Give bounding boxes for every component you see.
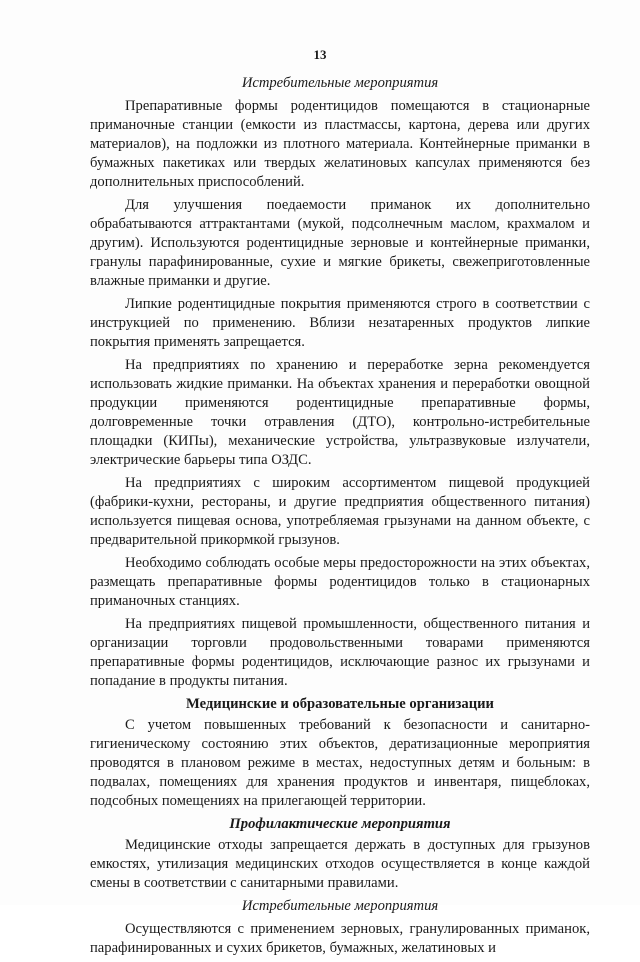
section-extermination-measures-2: [90, 897, 590, 958]
paragraph: Необходимо соблюдать особые меры предосторожности на этих объектах, размещать препаративные формы родентицидов только в стационарных приманочных станциях.: [90, 555, 590, 609]
paragraph: Осуществляются с применением зерновых, гранулированных приманок, парафинированных и сухих брикетов, бумажных, желатиновых и: [90, 921, 590, 956]
paragraph: Медицинские отходы запрещается держать в доступных для грызунов емкостях, утилизация медицинских отходов осуществляется в конце каждой смены в соответствии с санитарными правилами.: [90, 837, 590, 891]
section-heading: Истребительные мероприятия: [241, 898, 439, 914]
section-heading: Медицинские и образовательные организации: [186, 696, 494, 712]
section-medical-educational-organizations: [90, 695, 590, 811]
paragraph: На предприятиях по хранению и переработке зерна рекомендуется использовать жидкие приманки. На объектах хранения и переработки овощной продукции применяются родентицидные препаративные формы, долговременные точки отравления (ДТО), контрольно-истребительные площадки (КИПы), механические устройства, ультразвуковые излучатели, электрические барьеры типа ОЗДС.: [90, 357, 590, 468]
page-number: 13: [313, 47, 327, 62]
paragraph: Липкие родентицидные покрытия применяются строго в соответствии с инструкцией по применению. Вблизи незатаренных продуктов липкие покрытия применять запрещается.: [90, 296, 590, 350]
paragraph: На предприятиях пищевой промышленности, общественного питания и организации торговли продовольственными товарами применяются препаративные формы родентицидов, исключающие разнос их грызунами и попадание в продукты питания.: [90, 616, 590, 689]
section-preventive-measures: [90, 815, 590, 893]
paragraph: Для улучшения поедаемости приманок их дополнительно обрабатываются аттрактантами (мукой, подсолнечным маслом, крахмалом и другим). Используются родентицидные зерновые и контейнерные приманки, гранулы парафинированные, сухие и мягкие брикеты, свежеприготовленные влажные приманки и другие.: [90, 197, 590, 289]
section-heading: Профилактические мероприятия: [229, 816, 451, 832]
paragraph: На предприятиях с широким ассортиментом пищевой продукцией (фабрики-кухни, рестораны, и другие предприятия общественного питания) используется пищевая основа, употребляемая грызунами на данном объекте, с предварительной прикормкой грызунов.: [90, 475, 590, 548]
section-heading: Истребительные мероприятия: [241, 75, 439, 91]
document-body: [90, 74, 590, 962]
section-extermination-measures: [90, 74, 590, 691]
paragraph: Препаративные формы родентицидов помещаются в стационарные приманочные станции (емкости из пластмассы, картона, дерева или других материалов), на подложки из плотного материала. Контейнерные приманки в бумажных пакетиках или твердых желатиновых капсулах применяются без дополнительных приспособлений.: [90, 98, 590, 190]
paragraph: С учетом повышенных требований к безопасности и санитарно-гигиеническому состоянию этих объектов, дератизационные мероприятия проводятся в плановом режиме в местах, недоступных детям и больным: в подвалах, помещениях для хранения продуктов и инвентаря, пищеблоках, подсобных помещениях на прилегающей территории.: [90, 717, 590, 809]
